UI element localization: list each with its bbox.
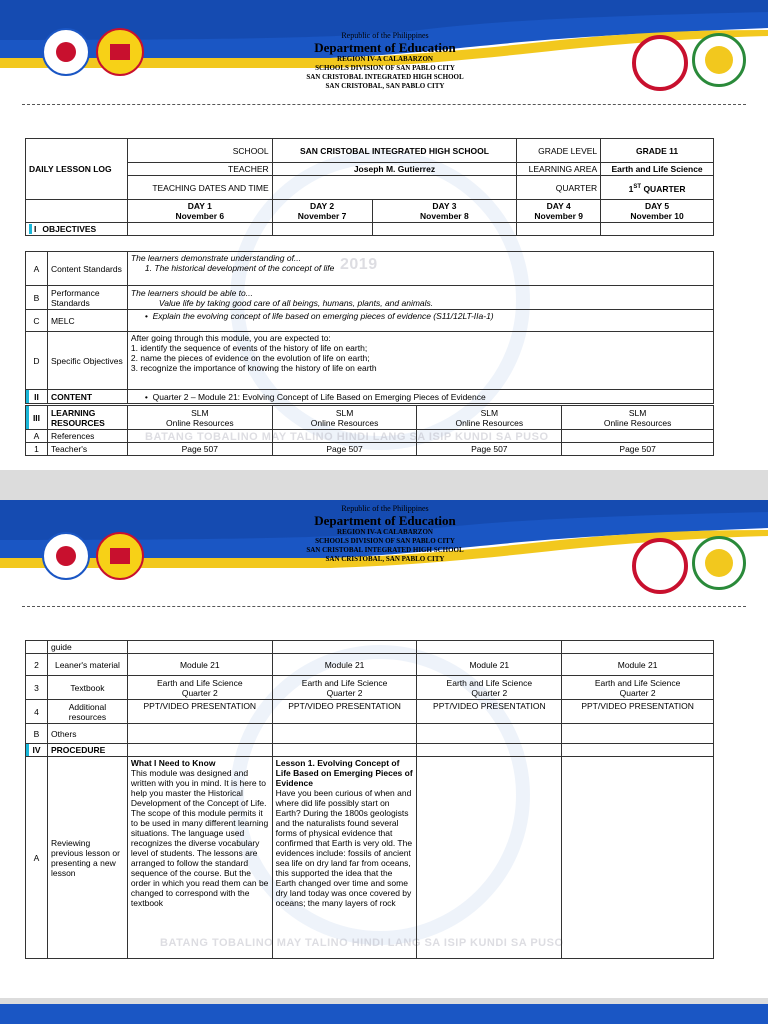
- row-letter: A: [26, 757, 48, 959]
- grade-label: GRADE LEVEL: [517, 139, 601, 163]
- procedure-num: IV: [26, 744, 48, 757]
- city-seal-icon: [692, 536, 746, 590]
- republic-text: Republic of the Philippines: [341, 504, 429, 513]
- header-divider: [22, 104, 746, 105]
- day-5: DAY 5 November 10: [601, 200, 714, 223]
- performance-standards-text: The learners should be able to... Value life by taking good care of all beings, humans, plants, and animals.: [127, 286, 713, 310]
- address-text: SAN CRISTOBAL, SAN PABLO CITY: [325, 555, 445, 563]
- empty-cell: [417, 744, 562, 757]
- day-1: DAY 1 November 6: [127, 200, 272, 223]
- empty-cell: [417, 757, 562, 959]
- quarter-value: 1ST QUARTER: [601, 176, 714, 200]
- row-letter: A: [26, 252, 48, 286]
- watermark-motto: BATANG TOBALINO MAY TALINO HINDI LANG SA ISIP KUNDI SA PUSO: [145, 431, 549, 443]
- division-seal-icon: [96, 532, 144, 580]
- page-gap: [0, 470, 768, 500]
- empty-cell: [127, 430, 272, 443]
- teachers-page: Page 507: [417, 443, 562, 456]
- school-value: SAN CRISTOBAL INTEGRATED HIGH SCHOOL: [272, 139, 517, 163]
- others-label: Others: [47, 724, 127, 744]
- learner-value: Module 21: [272, 654, 417, 676]
- textbook-label: Textbook: [47, 676, 127, 700]
- row-letter: A: [26, 430, 48, 443]
- performance-standards-label: Performance Standards: [47, 286, 127, 310]
- row-number: 2: [26, 654, 48, 676]
- additional-value: PPT/VIDEO PRESENTATION: [562, 700, 714, 724]
- department-text: Department of Education: [314, 40, 456, 55]
- resources-num: III: [26, 406, 48, 430]
- reviewing-label: Reviewing previous lesson or presenting a new lesson: [47, 757, 127, 959]
- quarter-label: QUARTER: [517, 176, 601, 200]
- letterhead: [230, 31, 540, 91]
- empty-cell: [127, 641, 272, 654]
- textbook-value: Earth and Life Science Quarter 2: [272, 676, 417, 700]
- school-seal-icon: [632, 538, 688, 594]
- school-text: SAN CRISTOBAL INTEGRATED HIGH SCHOOL: [306, 73, 464, 81]
- lesson-log-header-table: [25, 138, 714, 236]
- what-i-need-to-know: What I Need to Know This module was designed and written with you in mind. It is here to help you master the Historical Development of the Concept of Life. The scope of this module permits it to be used in many different learning situations. The language used recognizes the diverse vocabulary level of students. The lessons are arranged to follow the standard sequence of the course. But the order in which you read them can be changed to correspond with the textbook: [127, 757, 272, 959]
- textbook-value: Earth and Life Science Quarter 2: [562, 676, 714, 700]
- procedure-label: PROCEDURE: [47, 744, 127, 757]
- content-label: CONTENT: [47, 390, 127, 404]
- region-text: REGION IV-A CALABARZON: [337, 528, 433, 536]
- additional-label: Additional resources: [47, 700, 127, 724]
- watermark-year: 2019: [340, 256, 378, 273]
- resource-cell: SLM Online Resources: [272, 406, 417, 430]
- empty-cell: [562, 757, 714, 959]
- division-text: SCHOOLS DIVISION OF SAN PABLO CITY: [315, 64, 455, 72]
- lesson-1-text: Lesson 1. Evolving Concept of Life Based on Emerging Pieces of Evidence Have you been curious of when and where did life possibly start on Earth? During the 1800s geologists and the naturalists found several forms of physical evidence that confirmed that Earth is very old. The evidences include: fossils of ancient sea life on dry land far from oceans, this supported the idea that the Earth changed over time and some dry land today was once covered by oceans; the many layers of rock: [272, 757, 417, 959]
- header-divider: [22, 606, 746, 607]
- empty-cell: [562, 744, 714, 757]
- melc-label: MELC: [47, 310, 127, 332]
- dates-label: TEACHING DATES AND TIME: [127, 176, 272, 200]
- empty-cell: [26, 641, 48, 654]
- division-seal-icon: [96, 28, 144, 76]
- empty-cell: [272, 744, 417, 757]
- days-blank: [26, 200, 128, 223]
- letterhead: [230, 504, 540, 564]
- learner-value: Module 21: [127, 654, 272, 676]
- department-text: Department of Education: [314, 513, 456, 528]
- additional-value: PPT/VIDEO PRESENTATION: [272, 700, 417, 724]
- objectives-table: [25, 251, 714, 404]
- school-label: SCHOOL: [127, 139, 272, 163]
- deped-seal-icon: [42, 28, 90, 76]
- area-label: LEARNING AREA: [517, 163, 601, 176]
- day-3: DAY 3 November 8: [372, 200, 517, 223]
- empty-cell: [417, 430, 562, 443]
- learner-label: Leaner's material: [47, 654, 127, 676]
- resources-continued-table: [25, 640, 714, 959]
- teacher-value: Joseph M. Gutierrez: [272, 163, 517, 176]
- row-letter: D: [26, 332, 48, 390]
- next-page-banner: [0, 1004, 768, 1024]
- row-letter: B: [26, 724, 48, 744]
- teachers-label: Teacher's: [47, 443, 127, 456]
- resource-cell: SLM Online Resources: [127, 406, 272, 430]
- learner-value: Module 21: [562, 654, 714, 676]
- day-2: DAY 2 November 7: [272, 200, 372, 223]
- row-number: 4: [26, 700, 48, 724]
- empty-cell: [272, 430, 417, 443]
- watermark-motto: BATANG TOBALINO MAY TALINO HINDI LANG SA ISIP KUNDI SA PUSO: [160, 937, 564, 949]
- grade-value: GRADE 11: [601, 139, 714, 163]
- division-text: SCHOOLS DIVISION OF SAN PABLO CITY: [315, 537, 455, 545]
- empty-cell: [562, 641, 714, 654]
- address-text: SAN CRISTOBAL, SAN PABLO CITY: [325, 82, 445, 90]
- specific-objectives-text: After going through this module, you are expected to: 1. identify the sequence of events of the history of life on earth; 2. name the pieces of evidence on the evolution of life on earth; 3. recognize the importance of knowing the history of life on earth: [127, 332, 713, 390]
- content-text: • Quarter 2 – Module 21: Evolving Concept of Life Based on Emerging Pieces of Evidence: [127, 390, 713, 404]
- textbook-value: Earth and Life Science Quarter 2: [127, 676, 272, 700]
- row-letter: C: [26, 310, 48, 332]
- teachers-page: Page 507: [562, 443, 714, 456]
- row-number: 1: [26, 443, 48, 456]
- objectives-header: I OBJECTIVES: [26, 223, 128, 236]
- resource-cell: SLM Online Resources: [417, 406, 562, 430]
- dates-value: [272, 176, 517, 200]
- empty-cell: [417, 641, 562, 654]
- area-value: Earth and Life Science: [601, 163, 714, 176]
- page-1: [0, 0, 768, 470]
- row-number: 3: [26, 676, 48, 700]
- melc-text: • Explain the evolving concept of life based on emerging pieces of evidence (S11/12LT-IIa-1): [127, 310, 713, 332]
- empty-cell: [127, 724, 272, 744]
- resources-table: [25, 405, 714, 456]
- republic-text: Republic of the Philippines: [341, 31, 429, 40]
- objectives-cell: [127, 223, 272, 236]
- teacher-label: TEACHER: [127, 163, 272, 176]
- school-seal-icon: [632, 35, 688, 91]
- additional-value: PPT/VIDEO PRESENTATION: [127, 700, 272, 724]
- city-seal-icon: [692, 33, 746, 87]
- teachers-page: Page 507: [272, 443, 417, 456]
- empty-cell: [272, 641, 417, 654]
- content-num: II: [26, 390, 48, 404]
- teachers-page: Page 507: [127, 443, 272, 456]
- empty-cell: [562, 724, 714, 744]
- log-title: DAILY LESSON LOG: [26, 139, 128, 200]
- textbook-value: Earth and Life Science Quarter 2: [417, 676, 562, 700]
- day-4: DAY 4 November 9: [517, 200, 601, 223]
- objectives-cell: [372, 223, 517, 236]
- deped-seal-icon: [42, 532, 90, 580]
- empty-cell: [272, 724, 417, 744]
- page-2: [0, 500, 768, 998]
- region-text: REGION IV-A CALABARZON: [337, 55, 433, 63]
- resource-cell: SLM Online Resources: [562, 406, 714, 430]
- school-text: SAN CRISTOBAL INTEGRATED HIGH SCHOOL: [306, 546, 464, 554]
- learner-value: Module 21: [417, 654, 562, 676]
- resources-label: LEARNING RESOURCES: [47, 406, 127, 430]
- objectives-cell: [517, 223, 601, 236]
- content-standards-label: Content Standards: [47, 252, 127, 286]
- specific-objectives-label: Specific Objectives: [47, 332, 127, 390]
- objectives-cell: [601, 223, 714, 236]
- references-label: References: [47, 430, 127, 443]
- content-standards-text: The learners demonstrate understanding of... 1. The historical development of the concept of life: [127, 252, 713, 286]
- empty-cell: [127, 744, 272, 757]
- empty-cell: [417, 724, 562, 744]
- additional-value: PPT/VIDEO PRESENTATION: [417, 700, 562, 724]
- empty-cell: [562, 430, 714, 443]
- guide-label: guide: [47, 641, 127, 654]
- row-letter: B: [26, 286, 48, 310]
- objectives-cell: [272, 223, 372, 236]
